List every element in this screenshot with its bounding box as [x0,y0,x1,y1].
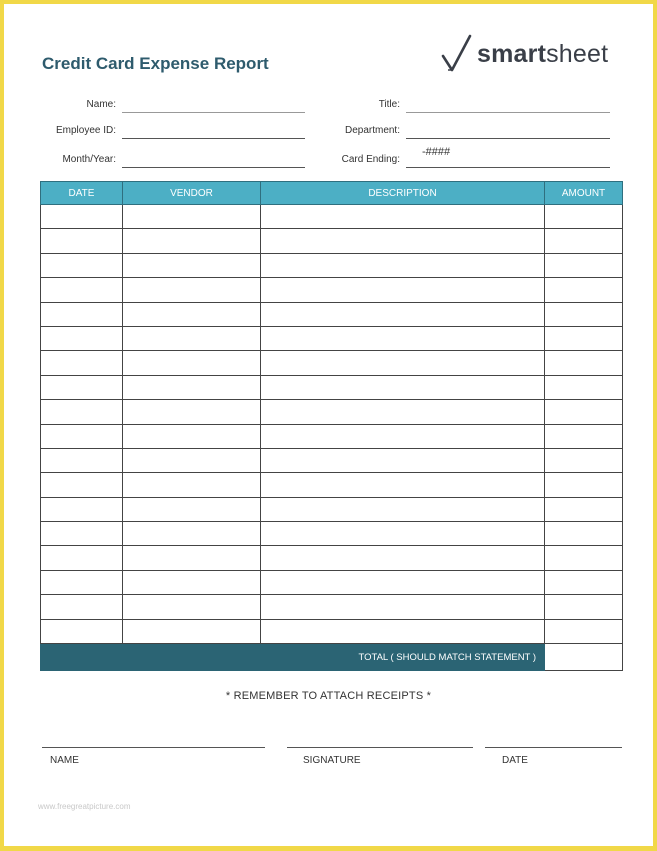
description-cell[interactable] [261,424,545,448]
table-row [41,229,623,253]
date-cell[interactable] [41,424,123,448]
vendor-cell[interactable] [123,619,261,643]
title-field[interactable] [378,99,610,119]
header-vendor: VENDOR [123,182,261,205]
table-header-row [41,182,623,205]
vendor-cell[interactable] [123,205,261,229]
table-row [41,448,623,472]
date-cell[interactable] [41,619,123,643]
amount-cell[interactable] [545,375,623,399]
logo-text-light: sheet [546,40,609,68]
date-cell[interactable] [41,205,123,229]
table-row [41,595,623,619]
department-field[interactable] [344,125,610,145]
vendor-cell[interactable] [123,546,261,570]
vendor-cell[interactable] [123,424,261,448]
table-row [41,424,623,448]
date-cell[interactable] [41,595,123,619]
description-cell[interactable] [261,473,545,497]
vendor-cell[interactable] [123,473,261,497]
amount-cell[interactable] [545,229,623,253]
name-line [122,112,305,113]
date-cell[interactable] [41,302,123,326]
table-row [41,205,623,229]
amount-cell[interactable] [545,205,623,229]
employee-id-line [122,138,305,139]
vendor-cell[interactable] [123,326,261,350]
amount-cell[interactable] [545,546,623,570]
name-signature-line[interactable] [42,747,265,748]
date-cell[interactable] [41,278,123,302]
name-field[interactable] [86,99,305,119]
description-cell[interactable] [261,205,545,229]
date-cell[interactable] [41,253,123,277]
description-cell[interactable] [261,229,545,253]
department-label: Department: [344,125,400,136]
vendor-cell[interactable] [123,497,261,521]
logo-text [477,40,608,69]
watermark: www.freegreatpicture.com [38,802,131,811]
table-row [41,522,623,546]
amount-cell[interactable] [545,473,623,497]
header-description: DESCRIPTION [261,182,545,205]
date-cell[interactable] [41,570,123,594]
vendor-cell[interactable] [123,448,261,472]
description-cell[interactable] [261,375,545,399]
description-cell[interactable] [261,400,545,424]
description-cell[interactable] [261,326,545,350]
date-cell[interactable] [41,229,123,253]
vendor-cell[interactable] [123,595,261,619]
description-cell[interactable] [261,302,545,326]
description-cell[interactable] [261,522,545,546]
date-cell[interactable] [41,351,123,375]
expense-table [40,181,623,671]
description-cell[interactable] [261,278,545,302]
date-cell[interactable] [41,400,123,424]
vendor-cell[interactable] [123,570,261,594]
description-cell[interactable] [261,497,545,521]
amount-cell[interactable] [545,302,623,326]
table-row [41,326,623,350]
total-label: TOTAL ( SHOULD MATCH STATEMENT ) [41,644,545,671]
smartsheet-logo [439,34,639,74]
card-ending-field[interactable] [341,146,610,174]
amount-cell[interactable] [545,570,623,594]
table-row [41,351,623,375]
vendor-cell[interactable] [123,375,261,399]
date-cell[interactable] [41,326,123,350]
date-cell[interactable] [41,546,123,570]
table-row [41,473,623,497]
amount-cell[interactable] [545,619,623,643]
title-label: Title: [378,99,400,110]
amount-cell[interactable] [545,424,623,448]
employee-id-field[interactable] [55,125,305,145]
signature-name-label: NAME [50,755,79,766]
vendor-cell[interactable] [123,522,261,546]
table-row [41,400,623,424]
signature-label: SIGNATURE [303,755,361,766]
card-ending-label: Card Ending: [341,154,400,165]
logo-text-bold: smart [477,40,547,68]
table-row [41,497,623,521]
amount-cell[interactable] [545,351,623,375]
description-cell[interactable] [261,448,545,472]
amount-cell[interactable] [545,595,623,619]
month-year-line [122,167,305,168]
table-row [41,570,623,594]
date-cell[interactable] [41,497,123,521]
vendor-cell[interactable] [123,400,261,424]
amount-cell[interactable] [545,326,623,350]
total-row [41,644,623,671]
header-date: DATE [41,182,123,205]
amount-cell[interactable] [545,448,623,472]
table-row [41,302,623,326]
description-cell[interactable] [261,595,545,619]
checkmark-icon [439,34,475,74]
name-label: Name: [86,99,116,110]
vendor-cell[interactable] [123,229,261,253]
month-year-field[interactable] [62,154,305,174]
amount-cell[interactable] [545,497,623,521]
description-cell[interactable] [261,570,545,594]
vendor-cell[interactable] [123,351,261,375]
amount-cell[interactable] [545,278,623,302]
card-ending-line [406,167,610,168]
description-cell[interactable] [261,351,545,375]
amount-cell[interactable] [545,400,623,424]
date-signature-line[interactable] [485,747,622,748]
card-ending-value: -#### [422,146,451,158]
table-row [41,619,623,643]
date-cell[interactable] [41,473,123,497]
vendor-cell[interactable] [123,302,261,326]
description-cell[interactable] [261,253,545,277]
date-cell[interactable] [41,375,123,399]
employee-id-label: Employee ID: [55,125,116,136]
amount-cell[interactable] [545,253,623,277]
table-row [41,546,623,570]
signature-line[interactable] [287,747,473,748]
month-year-label: Month/Year: [62,154,116,165]
department-line [406,138,610,139]
table-row [41,375,623,399]
vendor-cell[interactable] [123,253,261,277]
table-row [41,253,623,277]
title-line [406,112,610,113]
date-cell[interactable] [41,522,123,546]
header-amount: AMOUNT [545,182,623,205]
description-cell[interactable] [261,619,545,643]
date-cell[interactable] [41,448,123,472]
vendor-cell[interactable] [123,278,261,302]
page-title: Credit Card Expense Report [42,54,269,73]
amount-cell[interactable] [545,522,623,546]
signature-date-label: DATE [502,755,528,766]
description-cell[interactable] [261,546,545,570]
total-amount-cell[interactable] [545,644,623,671]
receipts-reminder: * REMEMBER TO ATTACH RECEIPTS * [225,690,432,702]
table-row [41,278,623,302]
